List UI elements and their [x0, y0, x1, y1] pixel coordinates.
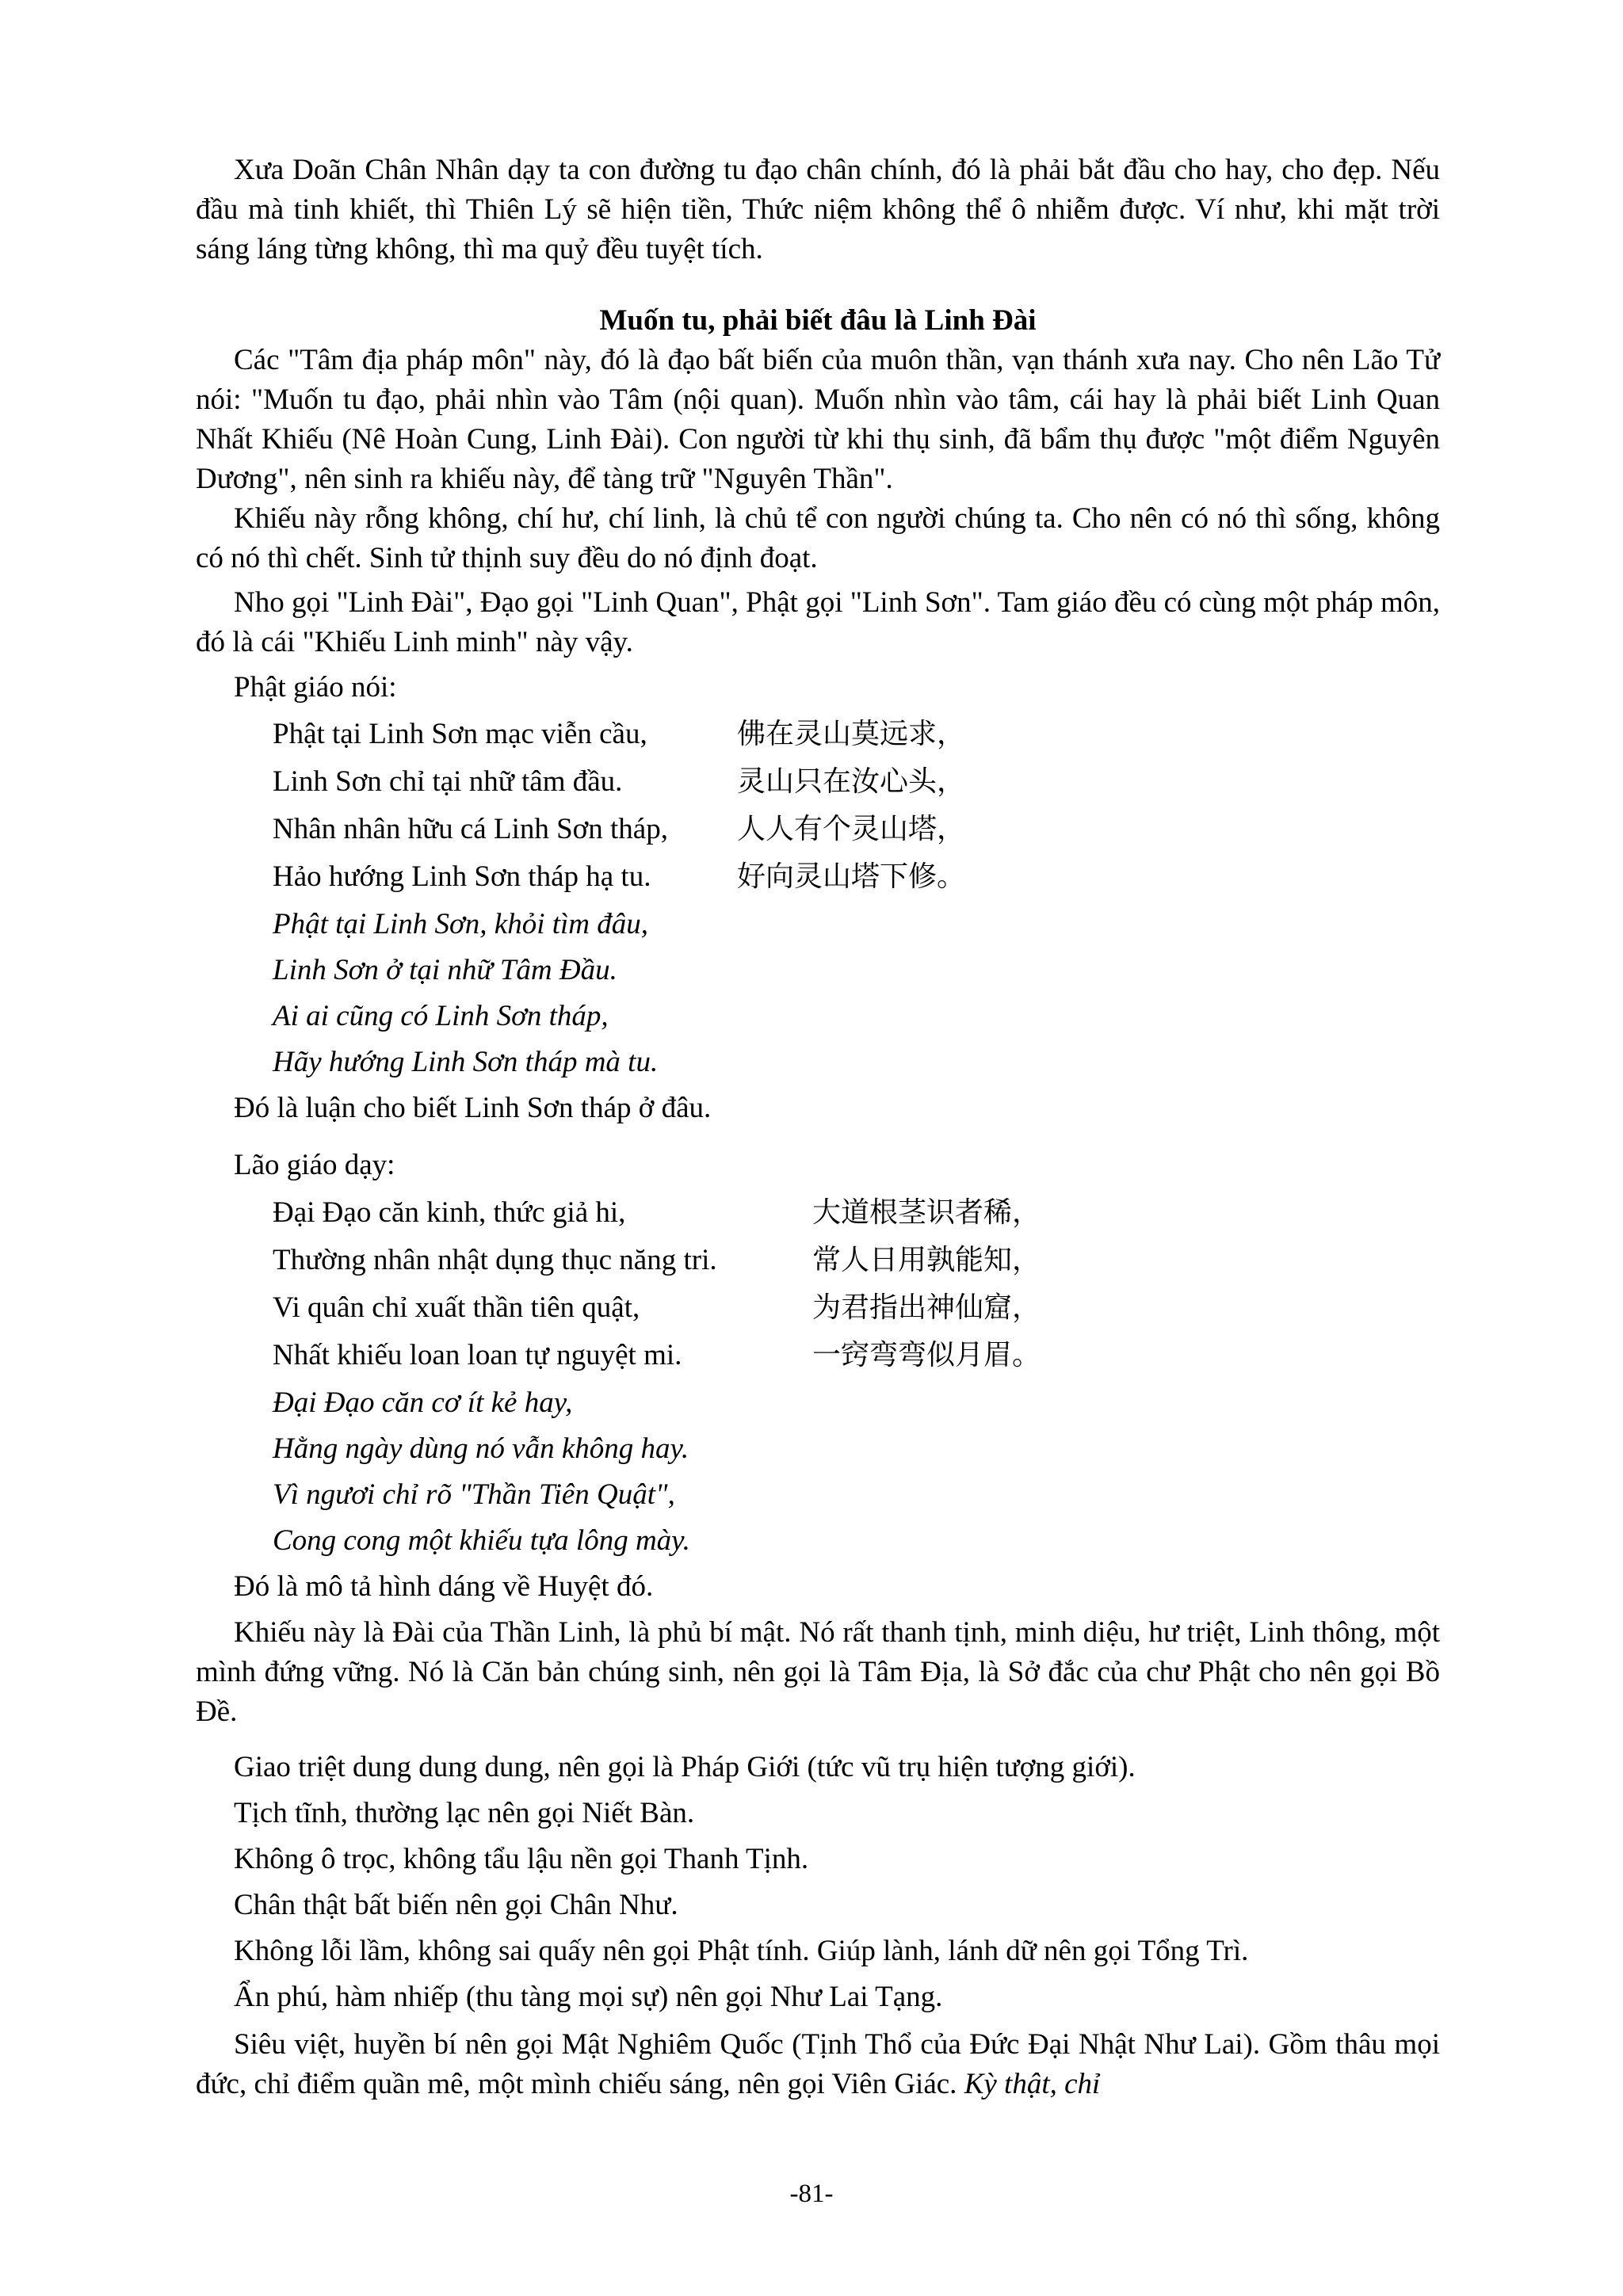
buddhist-verse-vn-4: Hảo hướng Linh Sơn tháp hạ tu. — [273, 860, 651, 893]
paragraph-11 — [196, 2025, 1440, 2104]
buddhist-verse-vn-3: Nhân nhân hữu cá Linh Sơn tháp, — [273, 813, 668, 845]
paragraph-4: Khiếu này là Đài của Thần Linh, là phủ bí mật. Nó rất thanh tịnh, minh diệu, hư triệt, Linh thông, một mình đứng vững. Nó là Căn bản chúng sinh, nên gọi là Tâm Địa, là Sở đắc của chư Phật cho nên gọi Bồ Đề. — [196, 1616, 1440, 1728]
lao-translation-4: Cong cong một khiếu tựa lông mày. — [273, 1524, 690, 1557]
buddhist-translation-3: Ai ai cũng có Linh Sơn tháp, — [273, 1000, 609, 1032]
paragraph-1: Các "Tâm địa pháp môn" này, đó là đạo bất biến của muôn thần, vạn thánh xưa nay. Cho nên Lão Tử nói: "Muốn tu đạo, phải nhìn vào Tâm (nội quan). Muốn nhìn vào tâm, cái hay là phải biết Linh Quan Nhất Khiếu (Nê Hoàn Cung, Linh Đài). Con người từ khi thụ sinh, đã bẩm thụ được "một điểm Nguyên Dương", nên sinh ra khiếu này, để tàng trữ "Nguyên Thần". — [196, 344, 1440, 495]
paragraph-11-main: Siêu việt, huyền bí nên gọi Mật Nghiêm Quốc (Tịnh Thổ của Đức Đại Nhật Như Lai). Gồm thâu mọi đức, chỉ điểm quần mê, một mình chiếu sáng, nên gọi Viên Giác. — [196, 2028, 1440, 2100]
paragraph-10: Ẩn phú, hàm nhiếp (thu tàng mọi sự) nên gọi Như Lai Tạng. — [234, 1981, 943, 2013]
lao-translation-2: Hằng ngày dùng nó vẫn không hay. — [273, 1432, 689, 1465]
lao-translation-3: Vì ngươi chỉ rõ "Thần Tiên Quật", — [273, 1478, 675, 1511]
paragraph-8: Chân thật bất biến nên gọi Chân Như. — [234, 1889, 678, 1921]
paragraph-2: Khiếu này rỗng không, chí hư, chí linh, là chủ tể con người chúng ta. Cho nên có nó thì sống, không có nó thì chết. Sinh tử thịnh suy đều do nó định đoạt. — [196, 502, 1440, 574]
buddhist-verse-vn-1: Phật tại Linh Sơn mạc viễn cầu, — [273, 718, 647, 750]
lao-translation-1: Đại Đạo căn cơ ít kẻ hay, — [273, 1386, 573, 1419]
buddhist-verse-cn-1: 佛在灵山莫远求， — [737, 718, 966, 750]
lao-verse-vn-3: Vi quân chỉ xuất thần tiên quật, — [273, 1291, 640, 1324]
lao-verse-cn-2: 常人日用孰能知， — [812, 1244, 1041, 1276]
lao-verse-vn-4: Nhất khiếu loan loan tự nguyệt mi. — [273, 1339, 682, 1371]
buddhist-translation-4: Hãy hướng Linh Sơn tháp mà tu. — [273, 1046, 659, 1078]
paragraph-6: Tịch tĩnh, thường lạc nên gọi Niết Bàn. — [234, 1797, 695, 1829]
page-number: -81- — [789, 2180, 834, 2208]
lao-verse-cn-4: 一窍弯弯似月眉。 — [812, 1339, 1041, 1371]
lao-verse-vn-2: Thường nhân nhật dụng thục năng tri. — [273, 1244, 717, 1276]
paragraph-11-italic: Kỳ thật, chỉ — [964, 2068, 1101, 2100]
paragraph-3: Nho gọi "Linh Đài", Đạo gọi "Linh Quan", Phật gọi "Linh Sơn". Tam giáo đều có cùng một pháp môn, đó là cái "Khiếu Linh minh" này vậy. — [196, 586, 1440, 658]
buddhist-verse-cn-3: 人人有个灵山塔， — [737, 813, 966, 845]
lao-intro: Lão giáo dạy: — [234, 1149, 395, 1181]
buddhist-intro: Phật giáo nói: — [234, 671, 397, 704]
buddhist-verse-cn-2: 灵山只在汝心头， — [737, 765, 966, 798]
paragraph-7: Không ô trọc, không tẩu lậu nền gọi Thanh Tịnh. — [234, 1843, 809, 1875]
paragraph-9: Không lỗi lầm, không sai quấy nên gọi Phật tính. Giúp lành, lánh dữ nên gọi Tổng Trì. — [234, 1935, 1249, 1967]
lao-verse-cn-1: 大道根茎识者稀， — [812, 1196, 1041, 1229]
intro-paragraph: Xưa Doãn Chân Nhân dạy ta con đường tu đạo chân chính, đó là phải bắt đầu cho hay, cho đẹp. Nếu đầu mà tinh khiết, thì Thiên Lý sẽ hiện tiền, Thức niệm không thể ô nhiễm được. Ví như, khi mặt trời sáng láng từng không, thì ma quỷ đều tuyệt tích. — [196, 154, 1440, 265]
lao-verse-cn-3: 为君指出神仙窟， — [812, 1291, 1041, 1324]
buddhist-conclusion: Đó là luận cho biết Linh Sơn tháp ở đâu. — [234, 1092, 712, 1124]
buddhist-verse-vn-2: Linh Sơn chỉ tại nhữ tâm đầu. — [273, 765, 623, 798]
buddhist-verse-cn-4: 好向灵山塔下修。 — [737, 860, 966, 893]
section-heading: Muốn tu, phải biết đâu là Linh Đài — [599, 304, 1037, 337]
buddhist-translation-2: Linh Sơn ở tại nhữ Tâm Đầu. — [273, 954, 617, 986]
paragraph-5: Giao triệt dung dung dung, nên gọi là Pháp Giới (tức vũ trụ hiện tượng giới). — [234, 1751, 1136, 1783]
lao-verse-vn-1: Đại Đạo căn kinh, thức giả hi, — [273, 1196, 626, 1229]
buddhist-translation-1: Phật tại Linh Sơn, khỏi tìm đâu, — [273, 908, 649, 940]
lao-conclusion: Đó là mô tả hình dáng về Huyệt đó. — [234, 1570, 654, 1603]
